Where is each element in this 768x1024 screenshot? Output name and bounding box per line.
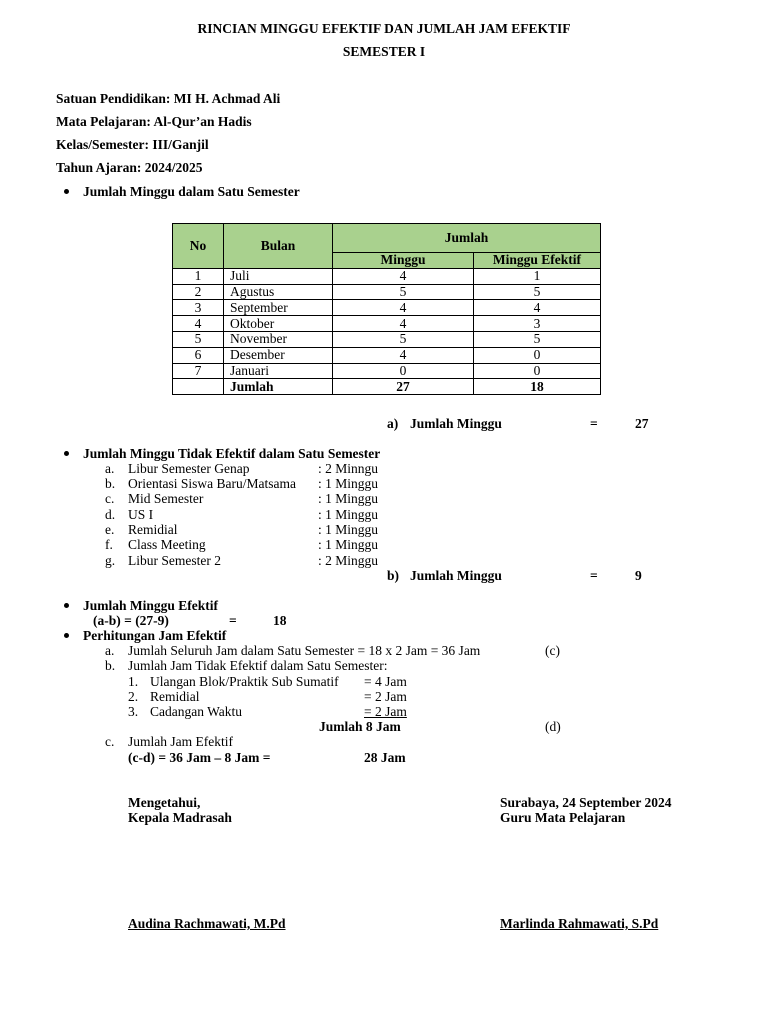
jam-item: Remidial — [150, 689, 200, 704]
list-item-letter: a. — [105, 461, 115, 476]
info-mapel: Mata Pelajaran: Al-Qur’an Hadis — [56, 114, 252, 129]
jam-item-num: 1. — [128, 674, 139, 689]
info-kelas: Kelas/Semester: III/Ganjil — [56, 137, 209, 152]
cell-empty — [173, 379, 224, 395]
sum-b-eq: = — [590, 568, 598, 583]
list-item-value: : 1 Minggu — [318, 537, 379, 552]
table-row — [173, 363, 601, 379]
list-item-letter: c. — [105, 491, 115, 506]
sign-right-line2: Guru Mata Pelajaran — [500, 810, 626, 825]
header-jumlah: Jumlah — [333, 224, 601, 253]
jam-a-tag: (c) — [545, 643, 560, 658]
cell-no: 2 — [173, 284, 224, 300]
list-item-value: : 1 Minggu — [318, 476, 379, 491]
bullet-icon — [64, 603, 69, 608]
jam-a-letter: a. — [105, 643, 115, 658]
jam-item: Ulangan Blok/Praktik Sub Sumatif — [150, 674, 339, 689]
cell-efektif: 5 — [474, 284, 601, 300]
sum-b-label: b) — [387, 568, 400, 583]
cell-bulan: Januari — [224, 363, 333, 379]
list-item-letter: e. — [105, 522, 115, 537]
list-item-value: : 1 Minggu — [318, 522, 379, 537]
sum-b-value: 9 — [635, 568, 642, 583]
table-row — [173, 331, 601, 347]
list-item-value: : 1 Minggu — [318, 491, 379, 506]
list-item-value: : 2 Minngu — [318, 461, 379, 476]
list-item-value: : 1 Minggu — [318, 507, 379, 522]
list-item-letter: g. — [105, 553, 116, 568]
cell-efektif: 3 — [474, 316, 601, 332]
document-title: RINCIAN MINGGU EFEKTIF DAN JUMLAH JAM EFEKTIF — [197, 21, 571, 36]
list-item: Orientasi Siswa Baru/Matsama — [128, 476, 296, 491]
cell-no: 1 — [173, 268, 224, 284]
jam-c-formula: (c-d) = 36 Jam – 8 Jam = — [128, 750, 271, 765]
table-total-row — [173, 379, 601, 395]
jam-b-tag: (d) — [545, 719, 561, 734]
list-item: Mid Semester — [128, 491, 204, 506]
jam-b-text: Jumlah Jam Tidak Efektif dalam Satu Semester: — [128, 658, 388, 673]
cell-efektif: 1 — [474, 268, 601, 284]
list-item: Class Meeting — [128, 537, 206, 552]
jam-c-value: 28 Jam — [364, 750, 406, 765]
cell-minggu: 4 — [333, 268, 474, 284]
section3-title: Jumlah Minggu Efektif — [83, 598, 219, 613]
table-row — [173, 347, 601, 363]
cell-bulan: Juli — [224, 268, 333, 284]
list-item: Libur Semester Genap — [128, 461, 250, 476]
table-row — [173, 284, 601, 300]
cell-no: 5 — [173, 331, 224, 347]
jam-b-total: Jumlah 8 Jam — [319, 719, 401, 734]
sum-b-text: Jumlah Minggu — [410, 568, 502, 583]
sign-left-name: Audina Rachmawati, M.Pd — [128, 916, 286, 931]
jam-c-letter: c. — [105, 734, 115, 749]
jam-a-text: Jumlah Seluruh Jam dalam Satu Semester = 18 x 2 Jam = 36 Jam — [128, 643, 481, 658]
jam-item-num: 3. — [128, 704, 139, 719]
cell-no: 6 — [173, 347, 224, 363]
section3-formula: (a-b) = (27-9) — [93, 613, 169, 628]
cell-minggu: 4 — [333, 347, 474, 363]
jam-item-value: = 4 Jam — [364, 674, 407, 689]
cell-bulan: November — [224, 331, 333, 347]
sign-right-line1: Surabaya, 24 September 2024 — [500, 795, 672, 810]
cell-no: 4 — [173, 316, 224, 332]
cell-bulan: Oktober — [224, 316, 333, 332]
cell-no: 3 — [173, 300, 224, 316]
list-item-letter: b. — [105, 476, 116, 491]
cell-minggu: 4 — [333, 316, 474, 332]
cell-efektif: 5 — [474, 331, 601, 347]
jam-item: Cadangan Waktu — [150, 704, 243, 719]
jam-item-num: 2. — [128, 689, 139, 704]
sum-a-text: Jumlah Minggu — [410, 416, 502, 431]
cell-minggu: 5 — [333, 284, 474, 300]
jam-c-text: Jumlah Jam Efektif — [128, 734, 233, 749]
sign-left-line1: Mengetahui, — [128, 795, 201, 810]
list-item: US I — [128, 507, 154, 522]
info-satuan: Satuan Pendidikan: MI H. Achmad Ali — [56, 91, 281, 106]
header-bulan: Bulan — [224, 224, 333, 269]
list-item: Libur Semester 2 — [128, 553, 221, 568]
jam-b-letter: b. — [105, 658, 116, 673]
info-tahun: Tahun Ajaran: 2024/2025 — [56, 160, 203, 175]
bullet-icon — [64, 189, 69, 194]
cell-bulan: Agustus — [224, 284, 333, 300]
total-minggu: 27 — [333, 379, 474, 395]
section2-title: Jumlah Minggu Tidak Efektif dalam Satu Semester — [83, 446, 381, 461]
cell-bulan: September — [224, 300, 333, 316]
bullet-icon — [64, 633, 69, 638]
list-item-value: : 2 Minggu — [318, 553, 379, 568]
cell-efektif: 0 — [474, 363, 601, 379]
cell-minggu: 4 — [333, 300, 474, 316]
cell-no: 7 — [173, 363, 224, 379]
sum-a-eq: = — [590, 416, 598, 431]
sum-a-label: a) — [387, 416, 399, 431]
table-row — [173, 268, 601, 284]
sign-left-line2: Kepala Madrasah — [128, 810, 232, 825]
total-label: Jumlah — [224, 379, 333, 395]
list-item: Remidial — [128, 522, 178, 537]
table-row — [173, 300, 601, 316]
section3-value: 18 — [273, 613, 287, 628]
cell-efektif: 4 — [474, 300, 601, 316]
total-efektif: 18 — [474, 379, 601, 395]
section1-title: Jumlah Minggu dalam Satu Semester — [83, 184, 300, 199]
weeks-table — [172, 223, 601, 395]
cell-minggu: 0 — [333, 363, 474, 379]
section4-title: Perhitungan Jam Efektif — [83, 628, 227, 643]
jam-item-value: = 2 Jam — [364, 689, 407, 704]
document-subtitle: SEMESTER I — [342, 44, 426, 59]
list-item-letter: f. — [105, 537, 113, 552]
cell-bulan: Desember — [224, 347, 333, 363]
cell-minggu: 5 — [333, 331, 474, 347]
bullet-icon — [64, 451, 69, 456]
cell-efektif: 0 — [474, 347, 601, 363]
list-item-letter: d. — [105, 507, 116, 522]
table-row — [173, 316, 601, 332]
jam-item-value: = 2 Jam — [364, 704, 407, 719]
sign-right-name: Marlinda Rahmawati, S.Pd — [500, 916, 659, 931]
sum-a-value: 27 — [635, 416, 649, 431]
header-minggu: Minggu — [333, 253, 474, 269]
header-minggu-efektif: Minggu Efektif — [474, 253, 601, 269]
header-no: No — [173, 224, 224, 269]
section3-eq: = — [229, 613, 237, 628]
